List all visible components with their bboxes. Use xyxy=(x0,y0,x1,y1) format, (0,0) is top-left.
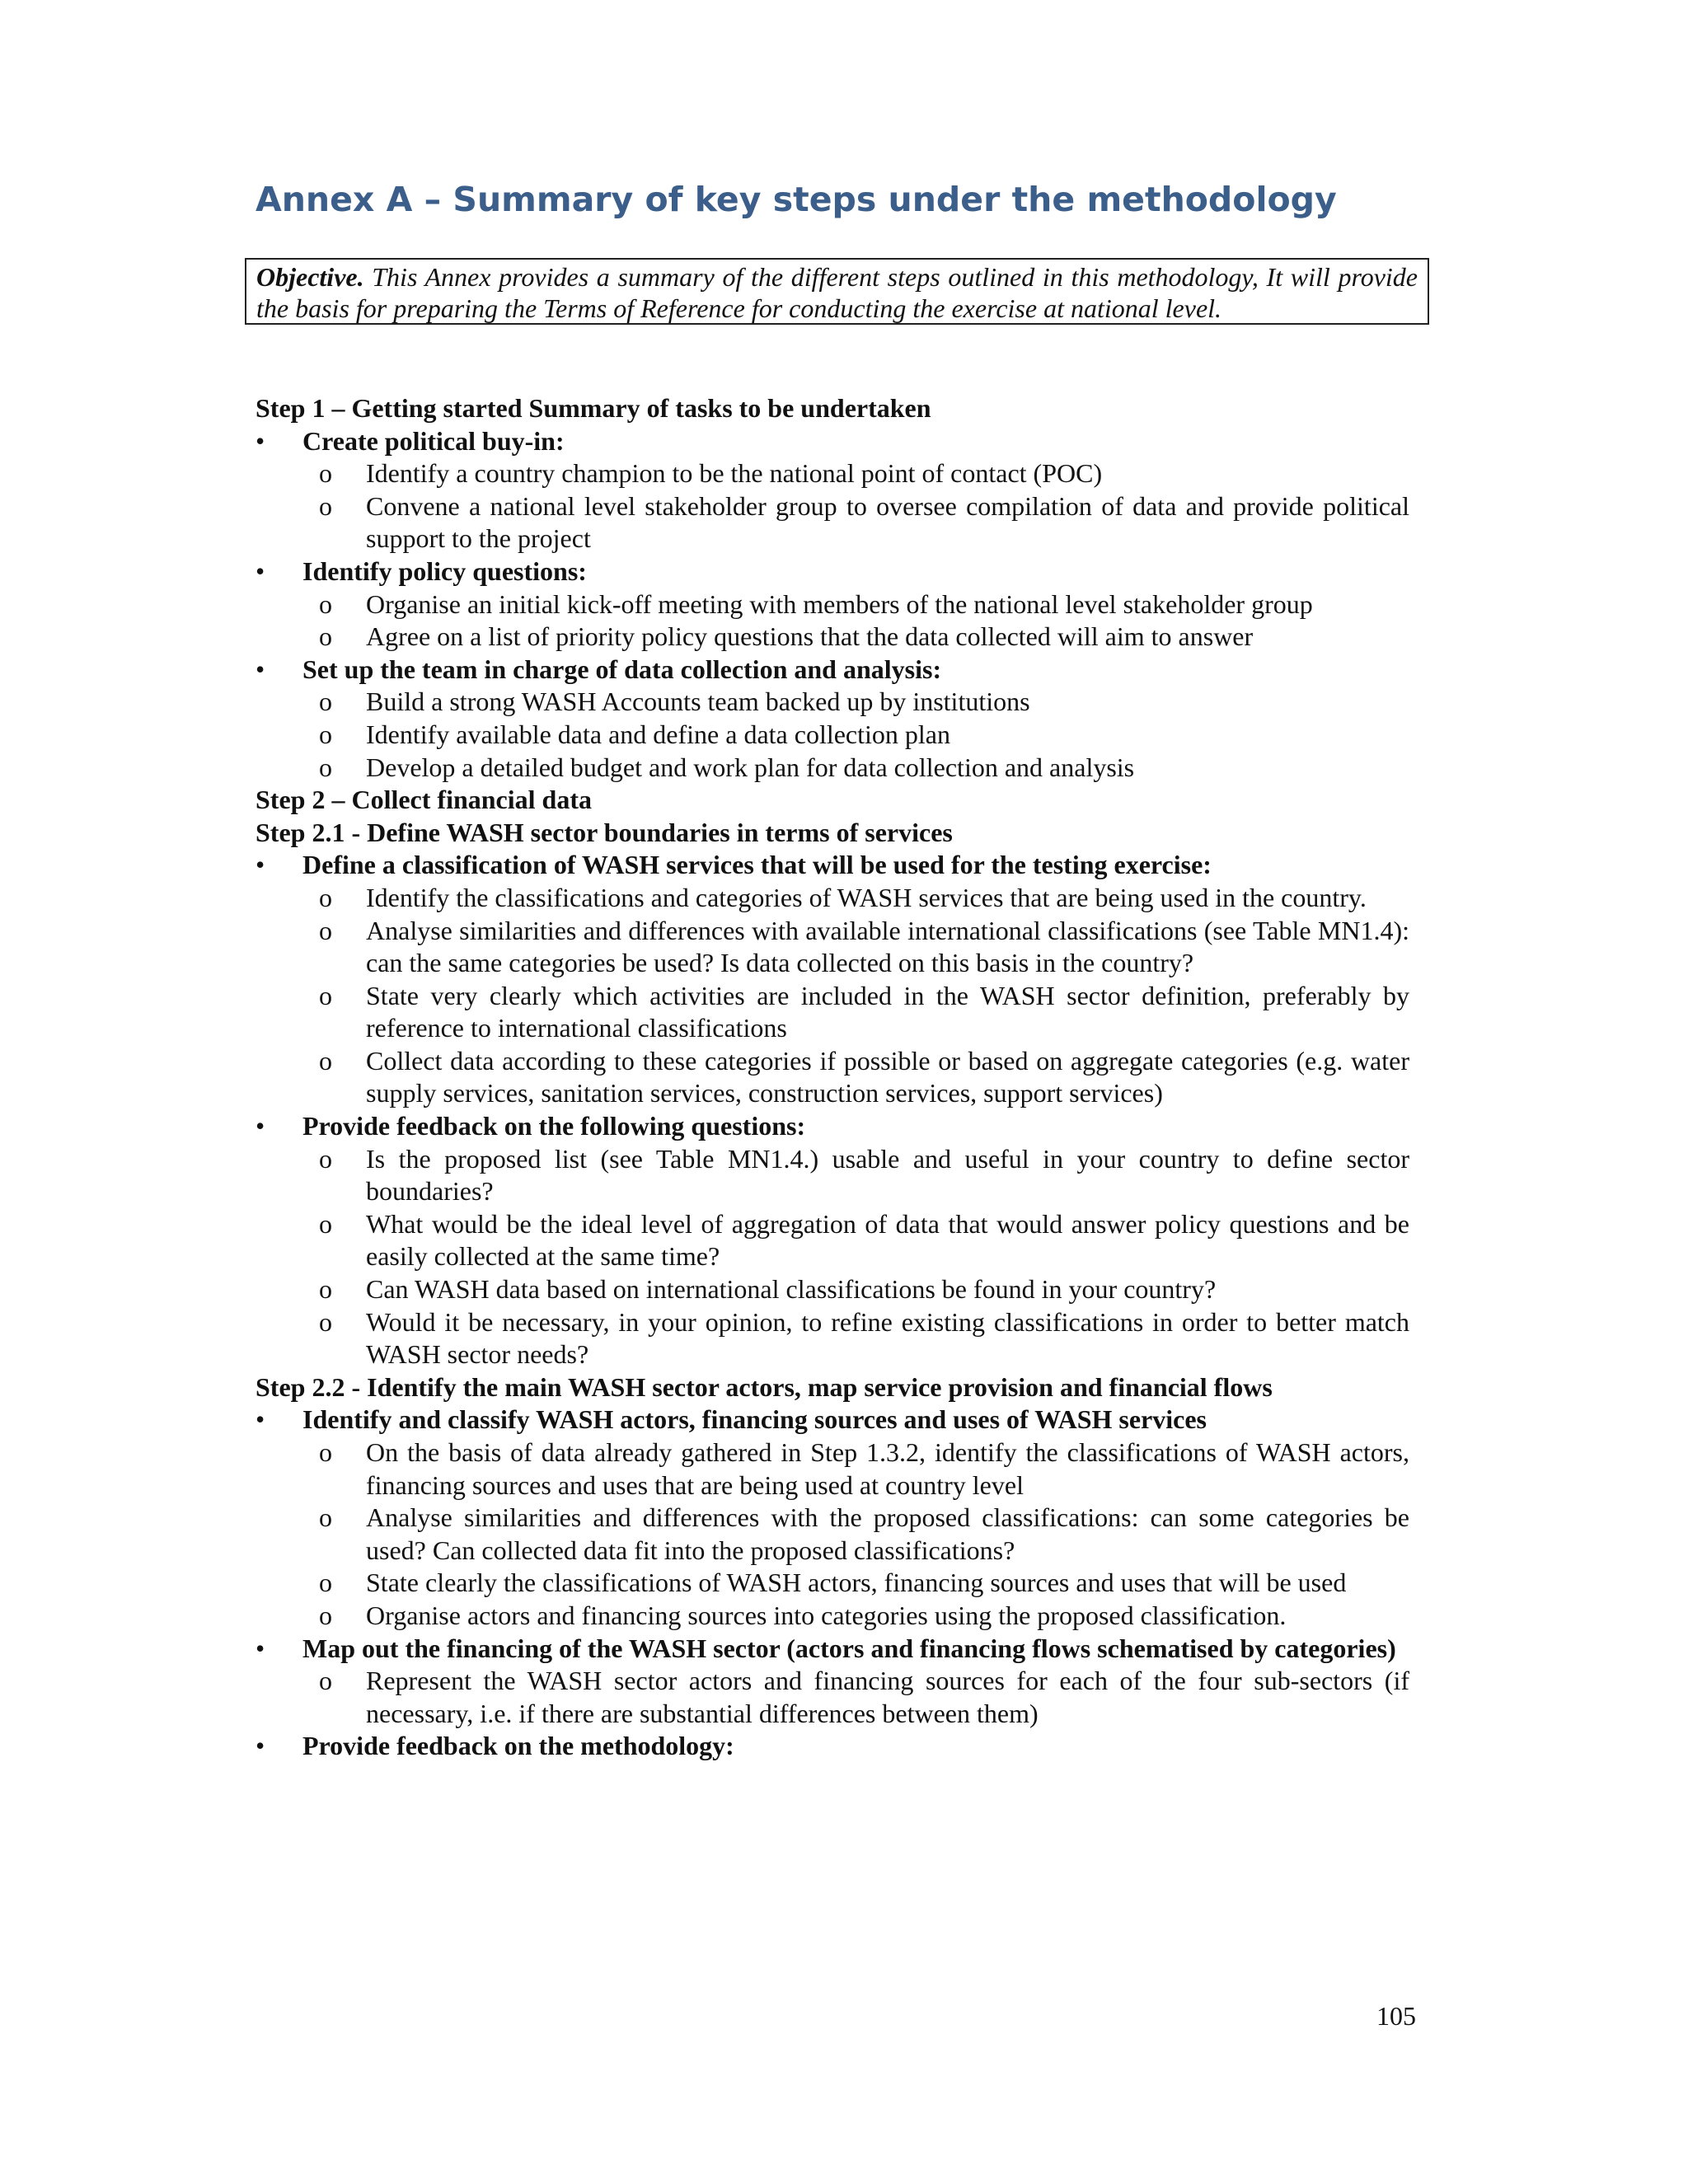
sub-item: o On the basis of data already gathered in Step 1.3.2, identify the classifications of WASH actors, financing sources and uses that are being used at country level xyxy=(256,1436,1409,1502)
sub-item: o Organise actors and financing sources into categories using the proposed classification. xyxy=(256,1600,1409,1633)
sub-item: o Analyse similarities and differences with available international classifications (see Table MN1.4): can the same categories be used? Is data collected on this basis in the country? xyxy=(256,915,1409,980)
bullet-item: • Identify policy questions: xyxy=(256,555,1409,588)
sub-item: o Identify the classifications and categories of WASH services that are being used in the country. xyxy=(256,882,1409,915)
bullet-item: • Provide feedback on the methodology: xyxy=(256,1730,1409,1763)
sub-item: o What would be the ideal level of aggregation of data that would answer policy questions and be easily collected at the same time? xyxy=(256,1208,1409,1273)
bullet-item: • Map out the financing of the WASH sector (actors and financing flows schematised by categories) xyxy=(256,1633,1409,1666)
bullet-item: • Identify and classify WASH actors, financing sources and uses of WASH services xyxy=(256,1404,1409,1436)
sub-item: o Convene a national level stakeholder group to oversee compilation of data and provide political support to the project xyxy=(256,490,1409,555)
sub-item: o Would it be necessary, in your opinion, to refine existing classifications in order to better match WASH sector needs? xyxy=(256,1306,1409,1371)
sub-item: o Can WASH data based on international classifications be found in your country? xyxy=(256,1273,1409,1306)
steps-content xyxy=(256,392,1409,1763)
objective-label: Objective. xyxy=(256,262,364,292)
sub-item: o State very clearly which activities are included in the WASH sector definition, preferably by reference to international classifications xyxy=(256,980,1409,1045)
sub-item: o Is the proposed list (see Table MN1.4.) usable and useful in your country to define sector boundaries? xyxy=(256,1143,1409,1208)
sub-item: o Organise an initial kick-off meeting with members of the national level stakeholder group xyxy=(256,588,1409,621)
sub-item: o Build a strong WASH Accounts team backed up by institutions xyxy=(256,686,1409,719)
page-title: Annex A – Summary of key steps under the methodology xyxy=(256,180,1337,219)
sub-item: o Represent the WASH sector actors and financing sources for each of the four sub-sectors (if necessary, i.e. if there are substantial differences between them) xyxy=(256,1665,1409,1730)
objective-box xyxy=(245,258,1429,325)
sub-item: o Identify a country champion to be the national point of contact (POC) xyxy=(256,457,1409,490)
step-heading: Step 2.2 - Identify the main WASH sector actors, map service provision and financial flows xyxy=(256,1371,1273,1402)
bullet-item: • Define a classification of WASH services that will be used for the testing exercise: xyxy=(256,849,1409,882)
page-number: 105 xyxy=(1376,2001,1416,2031)
bullet-item: • Create political buy-in: xyxy=(256,425,1409,458)
bullet-item: • Set up the team in charge of data collection and analysis: xyxy=(256,654,1409,687)
objective-text: This Annex provides a summary of the different steps outlined in this methodology, It will provide the basis for preparing the Terms of Reference for conducting the exercise at national level. xyxy=(256,262,1418,323)
step-heading: Step 2 – Collect financial data xyxy=(256,785,592,815)
step-heading: Step 2.1 - Define WASH sector boundaries in terms of services xyxy=(256,817,953,847)
sub-item: o Collect data according to these categories if possible or based on aggregate categories (e.g. water supply services, sanitation services, construction services, support services) xyxy=(256,1045,1409,1110)
sub-item: o Analyse similarities and differences with the proposed classifications: can some categories be used? Can collected data fit into the proposed classifications? xyxy=(256,1502,1409,1567)
step-heading: Step 1 – Getting started Summary of tasks to be undertaken xyxy=(256,393,931,423)
sub-item: o State clearly the classifications of WASH actors, financing sources and uses that will be used xyxy=(256,1567,1409,1600)
bullet-item: • Provide feedback on the following questions: xyxy=(256,1110,1409,1143)
sub-item: o Identify available data and define a data collection plan xyxy=(256,719,1409,752)
sub-item: o Develop a detailed budget and work plan for data collection and analysis xyxy=(256,752,1409,785)
sub-item: o Agree on a list of priority policy questions that the data collected will aim to answer xyxy=(256,621,1409,654)
